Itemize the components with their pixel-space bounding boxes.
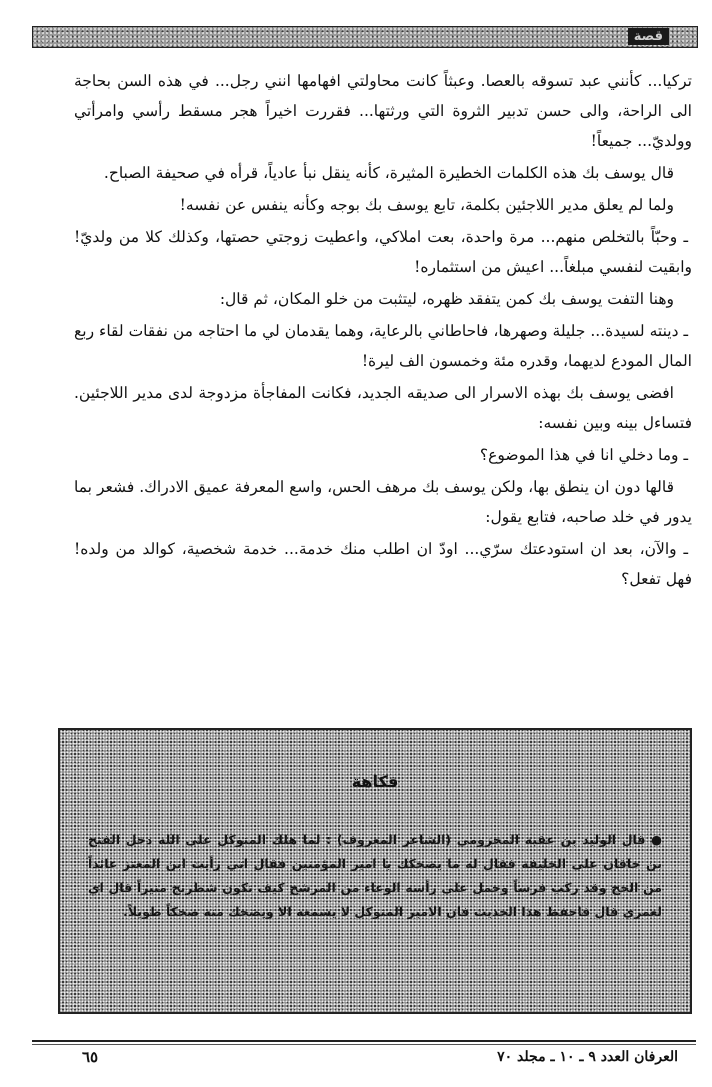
paragraph: ـ وحبّاً بالتخلص منهم... مرة واحدة، بعت املاكي، واعطيت زوجتي حصتها، وكذلك كلا من ولديّ! وابقيت لنفسي مبلغاً... اعيش من استثماره! — [74, 228, 692, 276]
paragraph: ولما لم يعلق مدير اللاجئين بكلمة، تابع يوسف بك بوجه وكأنه ينفس عن نفسه! — [179, 196, 674, 214]
header-band — [32, 26, 698, 48]
paragraph: قالها دون ان ينطق بها، ولكن يوسف بك مرهف الحس، واسع المعرفة عميق الادراك. فشعر بما يدور في خلد صاحبه، فتابع يقول: — [74, 478, 692, 526]
joke-box-text: ● قال الوليد بن عقبة المخزومي (الشاعر المعروف) : لما هلك المتوكل على الله دخل الفتح بن خاقان على الخليفة فقال له ما يضحكك يا امير المؤمنين فقال اني رأيت ابن المعتز عائداً من الحج وقد ركب فرساً وحمل على رأسه الوعاء من المرشح كيف تكون شطرنج منيراً قال اي لعمري قال فاحفظ هذا الحديث فان الامير المتوكل لا يسمعه الا ويضحك منه ضحكاً طويلاً. — [88, 832, 662, 919]
article-body — [74, 66, 692, 596]
footer-divider — [32, 1040, 696, 1042]
journal-issue: العرفان العدد ٩ ـ ١٠ ـ مجلد ٧٠ — [497, 1049, 678, 1065]
paragraph: وهنا التفت يوسف بك كمن يتفقد ظهره، ليتثبت من خلو المكان، ثم قال: — [219, 290, 674, 308]
page-number: ٦٥ — [82, 1048, 99, 1066]
paragraph: ـ دينته لسيدة... جليلة وصهرها، فاحاطاني بالرعاية، وهما يقدمان لي ما احتاجه من نفقات لقاء ربع المال المودع لديهما، وقدره مئة وخمسون الف ليرة! — [74, 322, 692, 370]
footer-divider-thin — [32, 1044, 696, 1045]
paragraph: افضى يوسف بك بهذه الاسرار الى صديقه الجديد، فكانت المفاجأة مزدوجة لدى مدير اللاجئين. فتساءل بينه وبين نفسه: — [74, 384, 692, 432]
paragraph: تركيا... كأنني عبد تسوقه بالعصا. وعبثاً كانت محاولتي افهامها انني رجل... في هذه السن بحاجة الى الراحة، والى حسن تدبير الثروة التي ورثتها... فقررت اخيراً هجر مسقط رأسي وامرأتي وولديّ... جميعاً! — [74, 72, 692, 150]
joke-box-title: فكاهة — [351, 772, 399, 791]
joke-box — [58, 728, 692, 1014]
section-label: قصة — [628, 28, 669, 45]
paragraph: قال يوسف بك هذه الكلمات الخطيرة المثيرة، كأنه ينقل نبأ عادياً، قرأه في صحيفة الصباح. — [103, 164, 674, 182]
paragraph: ـ والآن، بعد ان استودعتك سرّي... اودّ ان اطلب منك خدمة... خدمة شخصية، كوالد من ولده! فهل تفعل؟ — [74, 540, 692, 588]
paragraph: ـ وما دخلي انا في هذا الموضوع؟ — [479, 446, 688, 464]
